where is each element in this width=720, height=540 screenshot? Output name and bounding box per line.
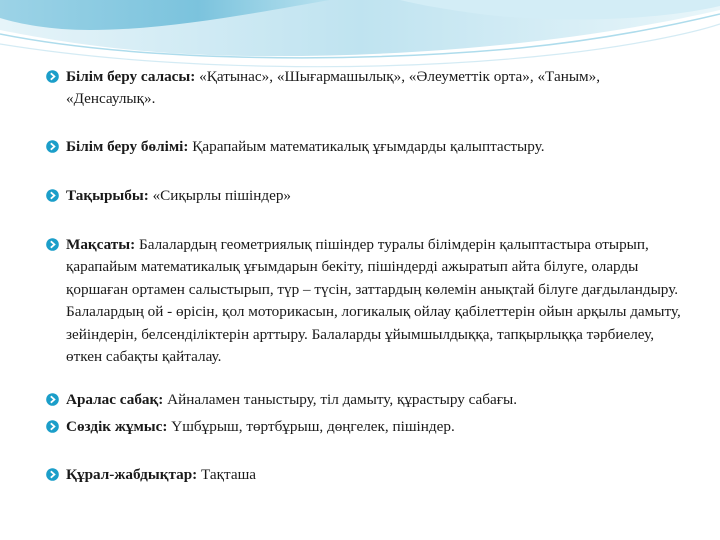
list-item-mixed-lesson [46,389,686,411]
list-item-vocabulary [46,416,686,438]
bullet-arrow-icon [46,393,59,406]
bullet-arrow-icon [46,468,59,481]
bullet-arrow-icon [46,238,59,251]
item-label: Сөздік жұмыс: [66,418,168,435]
list-item-topic [46,185,686,207]
item-label: Мақсаты: [66,236,136,253]
item-label: Құрал-жабдықтар: [66,466,198,483]
item-label: Білім беру саласы: [66,68,196,85]
item-text: Айналамен таныстыру, тіл дамыту, құрастыру сабағы. [163,391,517,408]
item-text: «Сиқырлы пішіндер» [148,187,292,204]
bullet-arrow-icon [46,70,59,83]
bullet-arrow-icon [46,189,59,202]
item-text: «Қатынас», «Шығармашылық», «Әлеуметтік орта», «Таным», «Денсаулық». [66,68,601,108]
item-text: Қарапайым математикалық ұғымдарды қалыптастыру. [188,138,545,155]
item-label: Аралас сабақ: [66,391,164,408]
item-text: Балалардың геометриялық пішіндер туралы білімдерін қалыптастыра отырып, қарапайым математикалық ұғымдарын бекіту, пішіндерді ажыратып айта білуге, оларды қоршаған ортамен салыстырып, түр – түсін, заттардың көлемін анықтай білуге дағдыландыру. Балалардың ой - өрісін, қол моторикасын, логикалық ойлау қабілеттерін ойын арқылы дамыту, зейіндерін, белсенділіктерін арттыру. Балаларды ұйымшылдыққа, тапқырлыққа тәрбиелеу, өткен сабақты қайталау. [66,236,681,366]
item-text: Тақташа [197,466,257,483]
item-text: Үшбұрыш, төртбұрыш, дөңгелек, пішіндер. [167,418,455,435]
list-item-education-section [46,136,686,158]
item-label: Тақырыбы: [66,187,149,204]
bullet-arrow-icon [46,420,59,433]
list-item-equipment [46,464,686,486]
list-item-education-area [46,66,686,111]
item-label: Білім беру бөлімі: [66,138,189,155]
bullet-arrow-icon [46,140,59,153]
list-item-goal [46,234,686,368]
